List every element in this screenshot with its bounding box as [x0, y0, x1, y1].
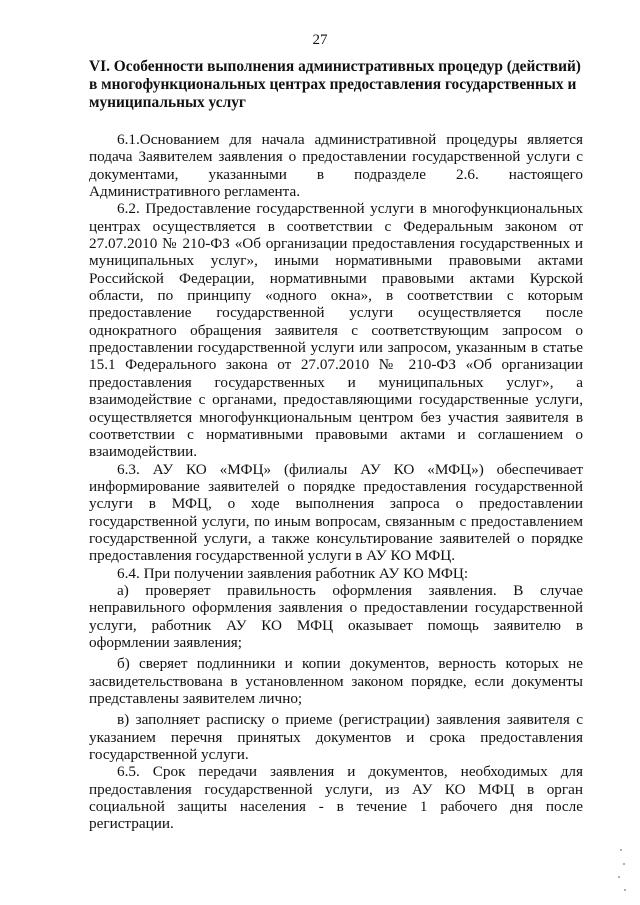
text-line: документами, указанными в подразделе 2.6. настоящего: [89, 165, 583, 183]
scan-speck: [623, 863, 625, 865]
text-line: однократного обращения заявителя с соответствующим запросом о: [89, 321, 583, 339]
text-line: услуги, работник АУ КО МФЦ оказывает помощь заявителю в: [89, 616, 583, 634]
heading-line: муниципальных услуг: [89, 94, 246, 111]
text-line: 6.4. При получении заявления работник АУ КО МФЦ:: [117, 564, 469, 582]
paragraph-6-4-b: [89, 655, 583, 707]
scan-speck: [620, 849, 622, 851]
text-line: центрах осуществляется в соответствии с Федеральным законом от: [89, 217, 583, 235]
text-line: 6.1.Основанием для начала административной процедуры является: [117, 131, 583, 148]
paragraph-6-5: [89, 763, 583, 832]
text-line: государственной услуги, по иным вопросам, связанным с предоставлением: [89, 512, 583, 530]
paragraph-6-4-a: [89, 582, 583, 651]
text-line: предоставления государственных и муниципальных услуг», а: [89, 373, 583, 391]
text-line: подача Заявителем заявления о предоставлении государственной услуги с: [89, 148, 583, 166]
text-line: предоставлении государственной услуги или запросом, указанным в статье: [89, 339, 583, 357]
page-number: 27: [312, 32, 328, 48]
heading-line: VI. Особенности выполнения административных процедур (действий): [89, 58, 581, 75]
text-line: области, по принципу «одного окна», в соответствии с которым: [89, 287, 583, 305]
text-line: социальной защиты населения - в течение 1 рабочего дня после: [89, 798, 583, 816]
text-line: предоставление государственной услуги осуществляется после: [89, 304, 583, 322]
paragraph-6-4-v: [89, 711, 583, 763]
text-line: указанием перечня принятых документов и срока предоставления: [89, 728, 583, 746]
text-line: б) сверяет подлинники и копии документов, верность которых не: [117, 655, 583, 673]
scan-speck: [618, 876, 620, 878]
paragraph-6-1: [89, 131, 583, 200]
text-line: услуги в МФЦ, о ходе выполнения запроса о предоставлении: [89, 495, 583, 513]
paragraph-6-4: [89, 565, 583, 582]
text-line: государственной услуги.: [89, 746, 249, 764]
text-line: в) заполняет расписку о приеме (регистрации) заявления заявителя с: [117, 711, 583, 729]
scan-speck: [624, 889, 626, 891]
text-line: 6.2. Предоставление государственной услуги в многофункциональных: [117, 200, 583, 218]
section-heading: [89, 58, 587, 112]
text-line: взаимодействии.: [89, 443, 198, 461]
text-line: неправильного оформления заявления о предоставлении государственной: [89, 599, 583, 617]
text-line: 15.1 Федерального закона от 27.07.2010 № 210-ФЗ «Об организации: [89, 356, 583, 374]
body-text: [89, 131, 583, 833]
text-line: предоставления государственной услуги в АУ КО МФЦ.: [89, 547, 456, 565]
paragraph-6-3: [89, 461, 583, 565]
text-line: соответствии с нормативными правовыми актами и соглашением о: [89, 425, 583, 443]
text-line: Административного регламента.: [89, 183, 301, 201]
text-line: взаимодействие с органами, предоставляющими государственные услуги,: [89, 391, 583, 409]
text-line: предоставления государственной услуги, из АУ КО МФЦ в орган: [89, 780, 583, 798]
text-line: оформлении заявления;: [89, 633, 242, 651]
text-line: засвидетельствована в установленном законом порядке, если документы: [89, 672, 583, 690]
text-line: государственной услуги, а также консультирование заявителей о порядке: [89, 529, 583, 547]
text-line: осуществляется многофункциональным центром без участия заявителя в: [89, 408, 583, 426]
text-line: 27.07.2010 № 210-ФЗ «Об организации предоставления государственных и: [89, 235, 583, 253]
text-line: а) проверяет правильность оформления заявления. В случае: [117, 581, 583, 599]
text-line: регистрации.: [89, 815, 174, 833]
text-line: представлены заявителем лично;: [89, 690, 303, 707]
text-line: 6.5. Срок передачи заявления и документов, необходимых для: [117, 763, 583, 781]
scan-specks: [614, 845, 628, 895]
heading-line: в многофункциональных центрах предоставления государственных и: [89, 76, 577, 93]
text-line: информирование заявителей о порядке предоставления государственной: [89, 477, 583, 495]
paragraph-6-2: [89, 200, 583, 460]
text-line: 6.3. АУ КО «МФЦ» (филиалы АУ КО «МФЦ») обеспечивает: [117, 460, 583, 478]
text-line: Российской Федерации, нормативными правовыми актами Курской: [89, 269, 583, 287]
text-line: муниципальных услуг», иными нормативными правовыми актами: [89, 252, 583, 270]
